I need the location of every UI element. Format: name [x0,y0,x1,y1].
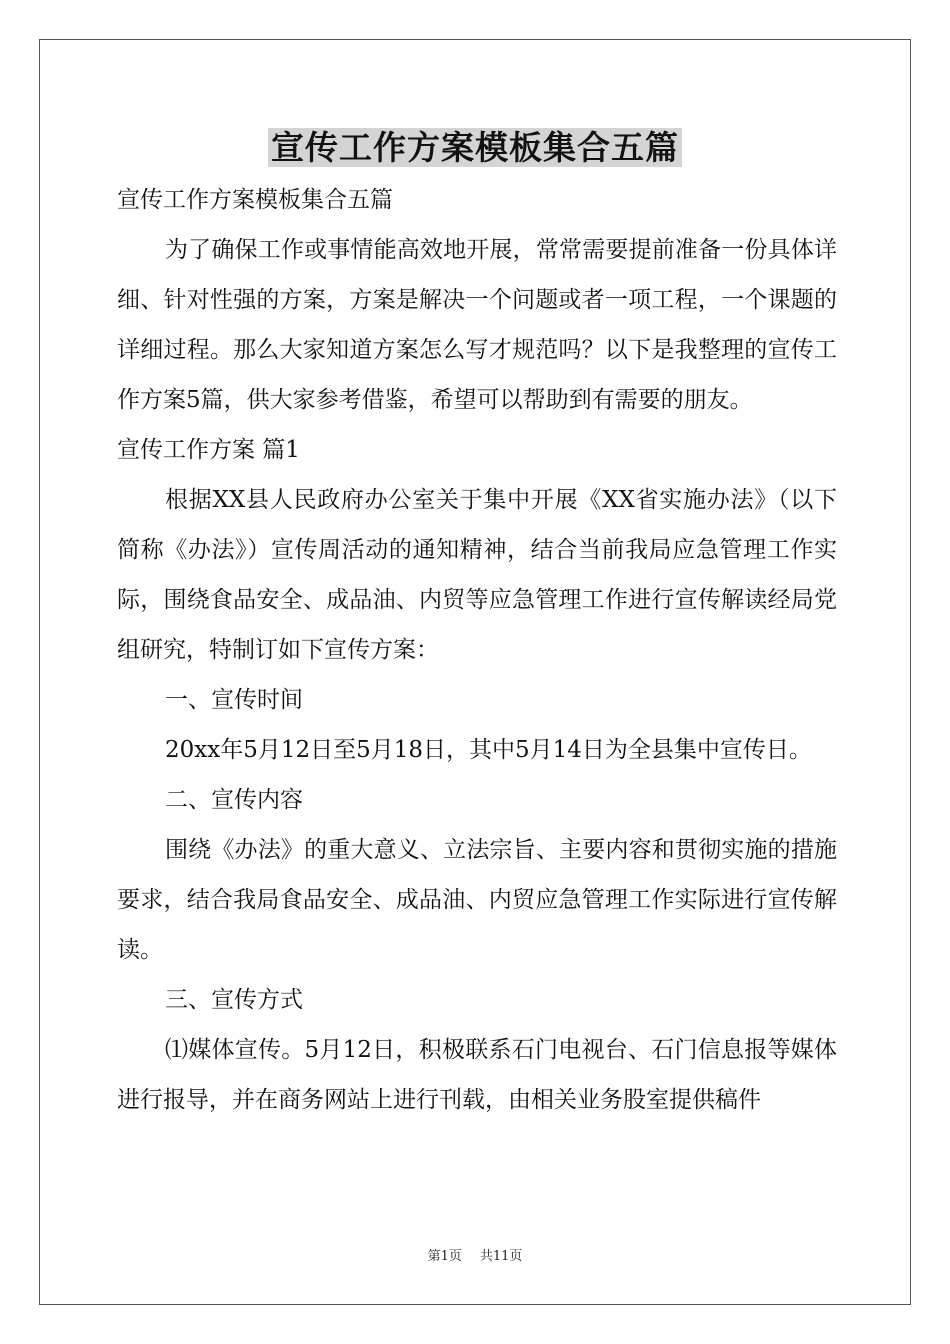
body-paragraph: ⑴媒体宣传。5月12日，积极联系石门电视台、石门信息报等媒体进行报导，并在商务网站上进行刊载，由相关业务股室提供稿件 [117,1037,837,1113]
document-body [117,175,837,1125]
subtitle-line: 宣传工作方案模板集合五篇 [117,187,393,213]
subheading: 一、宣传时间 [165,687,303,713]
body-paragraph: 围绕《办法》的重大意义、立法宗旨、主要内容和贯彻实施的措施要求，结合我局食品安全、成品油、内贸应急管理工作实际进行宣传解读。 [117,837,837,963]
page-total: 共11页 [479,1249,523,1264]
section-heading: 宣传工作方案 篇1 [117,437,300,463]
page-number: 第1页 [427,1249,462,1264]
body-paragraph: 20xx年5月12日至5月18日，其中5月14日为全县集中宣传日。 [165,737,812,763]
document-title: 宣传工作方案模板集合五篇 [0,126,950,170]
page-footer [0,1248,950,1266]
subheading: 二、宣传内容 [165,787,303,813]
intro-paragraph: 为了确保工作或事情能高效地开展，常常需要提前准备一份具体详细、针对性强的方案，方案是解决一个问题或者一项工程，一个课题的详细过程。那么大家知道方案怎么写才规范吗？以下是我整理的宣传工作方案5篇，供大家参考借鉴，希望可以帮助到有需要的朋友。 [117,237,837,413]
subheading: 三、宣传方式 [165,987,303,1013]
body-paragraph: 根据XX县人民政府办公室关于集中开展《XX省实施办法》（以下简称《办法》）宣传周活动的通知精神，结合当前我局应急管理工作实际，围绕食品安全、成品油、内贸等应急管理工作进行宣传解读经局党组研究，特制订如下宣传方案： [117,487,837,663]
